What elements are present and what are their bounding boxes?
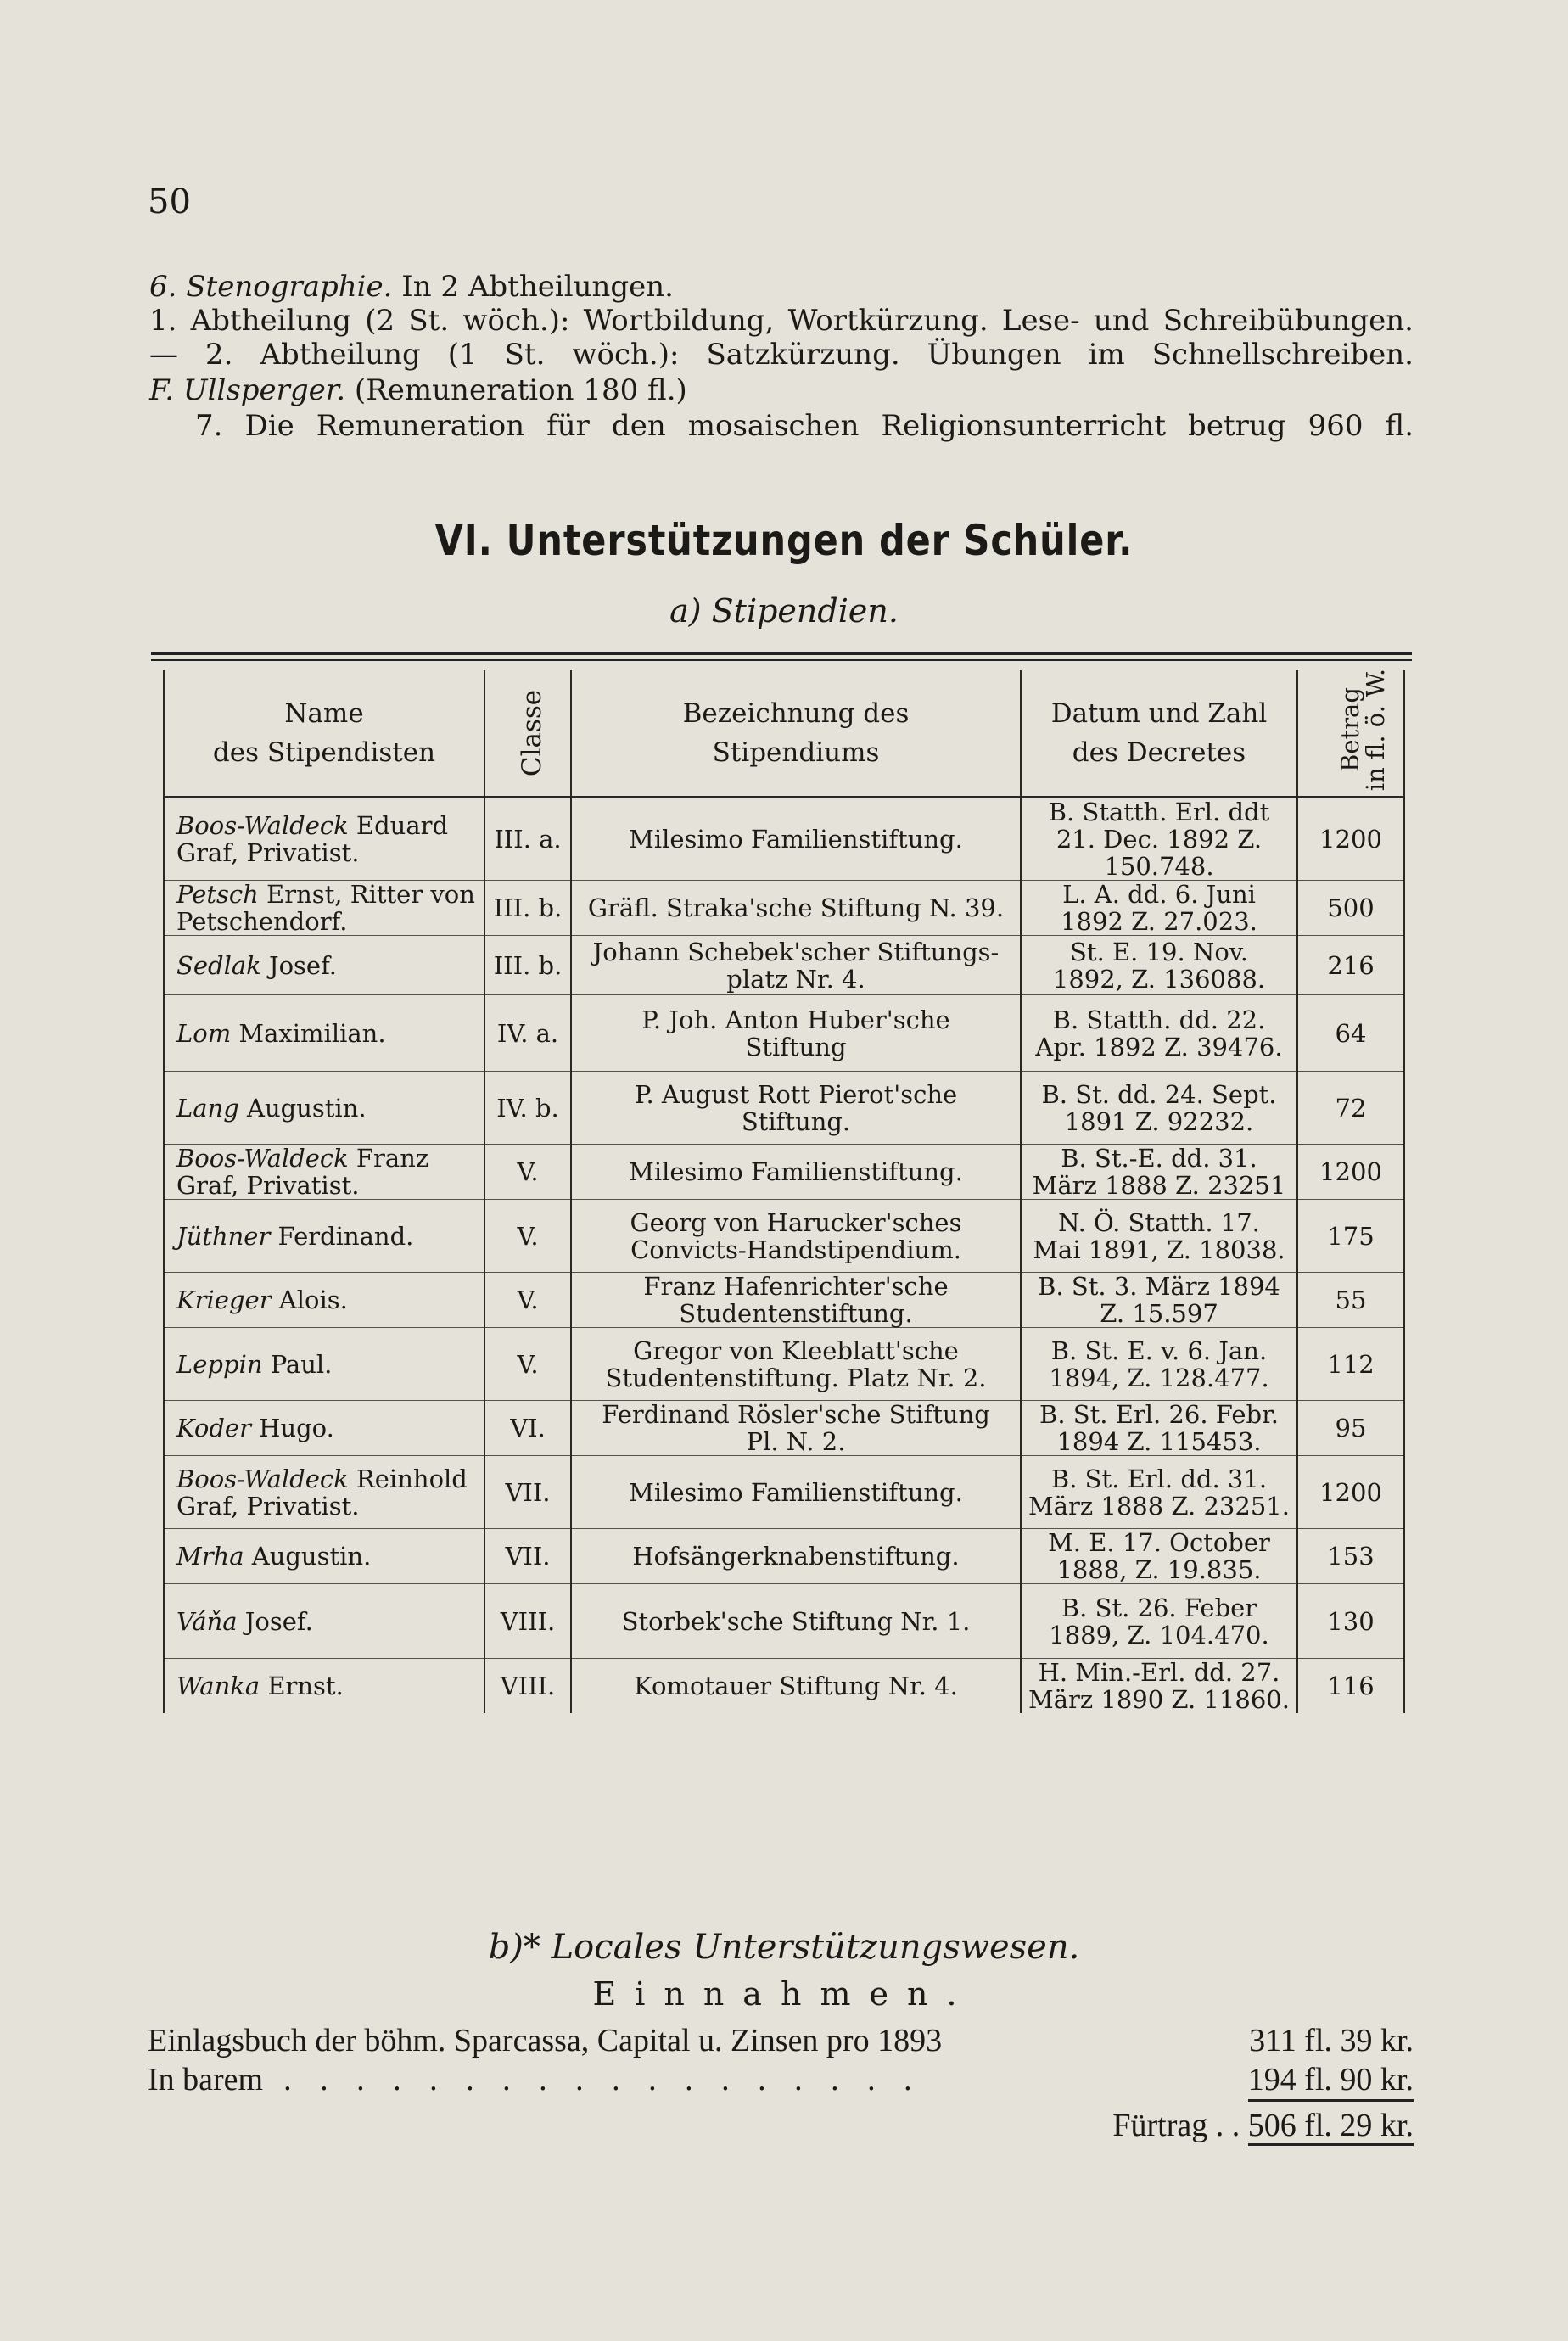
cell-betrag: 1200 — [1297, 1456, 1404, 1529]
cell-given-name: Josef. — [237, 1606, 313, 1636]
cell-betrag: 175 — [1297, 1200, 1404, 1273]
cell-betrag: 72 — [1297, 1072, 1404, 1145]
cell-betrag: 500 — [1297, 881, 1404, 936]
cell-name — [164, 1328, 484, 1401]
cell-classe: VIII. — [484, 1659, 571, 1714]
stenography-line-2: — 2. Abtheilung (1 St. wöch.): Satzkürzung. Übungen im Schnellschreiben. — [149, 338, 1414, 372]
cell-stiftung: Milesimo Familienstiftung. — [571, 1456, 1021, 1529]
cell-surname: Lang — [176, 1093, 239, 1123]
income-barem-dots: . . . . . . . . . . . . . . . . . . — [283, 2062, 922, 2097]
cell-decret: B. St.-E. dd. 31. März 1888 Z. 23251 — [1021, 1145, 1297, 1200]
teacher-remuneration: (Remuneration 180 fl.) — [345, 373, 687, 407]
einnahmen-title: Einnahmen. — [592, 1975, 976, 2013]
cell-decret: N. Ö. Statth. 17. Mai 1891, Z. 18038. — [1021, 1200, 1297, 1273]
cell-surname: Jüthner — [176, 1221, 271, 1251]
cell-name — [164, 995, 484, 1072]
cell-surname: Váňa — [176, 1606, 238, 1636]
cell-stiftung: Komotauer Stiftung Nr. 4. — [571, 1659, 1021, 1714]
cell-given-name: Augustin. — [238, 1093, 367, 1123]
cell-given-name: Reinhold Graf, Privatist. — [176, 1464, 468, 1521]
cell-stiftung: Franz Hafenrichter'sche Studentenstiftung. — [571, 1273, 1021, 1328]
cell-classe: III. a. — [484, 798, 571, 881]
cell-decret: St. E. 19. Nov. 1892, Z. 136088. — [1021, 936, 1297, 995]
cell-name — [164, 1273, 484, 1328]
cell-surname: Sedlak — [176, 950, 261, 980]
header-name: Name des Stipendisten — [164, 670, 484, 798]
cell-betrag: 95 — [1297, 1401, 1404, 1456]
cell-betrag: 55 — [1297, 1273, 1404, 1328]
income-barem-label-group — [148, 2060, 922, 2099]
cell-classe: V. — [484, 1145, 571, 1200]
cell-given-name: Hugo. — [250, 1414, 334, 1442]
cell-name — [164, 798, 484, 881]
header-classe-text: Classe — [517, 689, 548, 777]
cell-given-name: Maximilian. — [231, 1018, 386, 1048]
table-row — [164, 1529, 1404, 1584]
cell-surname: Boos-Waldeck — [176, 1464, 349, 1493]
stenography-line-1: 1. Abtheilung (2 St. wöch.): Wortbildung, Wortkürzung. Lese- und Schreibübungen. — [149, 304, 1414, 338]
cell-betrag: 1200 — [1297, 798, 1404, 881]
cell-name — [164, 1401, 484, 1456]
table-row — [164, 995, 1404, 1072]
cell-surname: Boos-Waldeck — [176, 811, 349, 840]
cell-stiftung: Ferdinand Rösler'sche Stiftung Pl. N. 2. — [571, 1401, 1021, 1456]
cell-given-name: Alois. — [271, 1285, 348, 1314]
header-betrag-line1: Betrag — [1336, 687, 1365, 772]
cell-given-name: Josef. — [260, 950, 337, 980]
cell-surname: Leppin — [176, 1349, 263, 1379]
stipend-table-body — [164, 798, 1404, 1714]
table-row — [164, 1200, 1404, 1273]
cell-name — [164, 1456, 484, 1529]
cell-betrag: 153 — [1297, 1529, 1404, 1584]
cell-betrag: 130 — [1297, 1584, 1404, 1659]
cell-name — [164, 1659, 484, 1714]
table-row — [164, 881, 1404, 936]
table-row — [164, 1273, 1404, 1328]
cell-surname: Wanka — [176, 1672, 260, 1700]
cell-betrag: 116 — [1297, 1659, 1404, 1714]
cell-name — [164, 1145, 484, 1200]
cell-name — [164, 936, 484, 995]
header-classe — [484, 670, 571, 798]
cell-classe: V. — [484, 1200, 571, 1273]
income-fuertrag-group — [1112, 2106, 1414, 2145]
table-row — [164, 1584, 1404, 1659]
cell-stiftung: Gräfl. Straka'sche Stiftung N. 39. — [571, 881, 1021, 936]
stenography-teacher — [149, 373, 1414, 407]
cell-betrag: 1200 — [1297, 1145, 1404, 1200]
income-fuertrag-label: Fürtrag . . — [1112, 2108, 1240, 2143]
cell-given-name: Ferdinand. — [270, 1221, 414, 1251]
header-datum: Datum und Zahl des Decretes — [1021, 670, 1297, 798]
cell-betrag: 64 — [1297, 995, 1404, 1072]
cell-classe: IV. b. — [484, 1072, 571, 1145]
income-barem-label: In barem — [148, 2062, 264, 2097]
cell-stiftung: P. August Rott Pierot'sche Stiftung. — [571, 1072, 1021, 1145]
cell-surname: Koder — [176, 1414, 251, 1442]
cell-surname: Krieger — [176, 1285, 272, 1314]
cell-surname: Petsch — [176, 880, 259, 909]
cell-classe: VII. — [484, 1529, 571, 1584]
cell-decret: B. Statth. Erl. ddt 21. Dec. 1892 Z. 150.748. — [1021, 798, 1297, 881]
cell-stiftung: P. Joh. Anton Huber'sche Stiftung — [571, 995, 1021, 1072]
income-fuertrag-amount: 506 fl. 29 kr. — [1248, 2108, 1414, 2146]
table-row — [164, 1145, 1404, 1200]
page-number: 50 — [148, 182, 191, 221]
cell-given-name: Ernst. — [260, 1672, 344, 1700]
stipend-table — [163, 670, 1405, 1713]
table-top-rule — [151, 652, 1412, 655]
cell-classe: V. — [484, 1273, 571, 1328]
cell-classe: V. — [484, 1328, 571, 1401]
cell-given-name: Eduard Graf, Privatist. — [176, 811, 449, 867]
cell-decret: B. St. Erl. dd. 31. März 1888 Z. 23251. — [1021, 1456, 1297, 1529]
cell-decret: B. St. Erl. 26. Febr. 1894 Z. 115453. — [1021, 1401, 1297, 1456]
table-row — [164, 1456, 1404, 1529]
cell-decret: L. A. dd. 6. Juni 1892 Z. 27.023. — [1021, 881, 1297, 936]
cell-classe: VIII. — [484, 1584, 571, 1659]
table-row — [164, 1401, 1404, 1456]
cell-given-name: Franz Graf, Privatist. — [176, 1144, 429, 1200]
cell-betrag: 112 — [1297, 1328, 1404, 1401]
cell-given-name: Ernst, Ritter von Petschendorf. — [176, 880, 475, 936]
table-row — [164, 1072, 1404, 1145]
teacher-name: F. Ullsperger. — [149, 373, 346, 407]
cell-decret: B. St. E. v. 6. Jan. 1894, Z. 128.477. — [1021, 1328, 1297, 1401]
income-sparcassa-line — [148, 2021, 1414, 2060]
cell-name — [164, 881, 484, 936]
cell-stiftung: Johann Schebek'scher Stiftungs- platz Nr. 4. — [571, 936, 1021, 995]
cell-classe: IV. a. — [484, 995, 571, 1072]
cell-decret: B. St. 3. März 1894 Z. 15.597 — [1021, 1273, 1297, 1328]
cell-name — [164, 1529, 484, 1584]
cell-stiftung: Storbek'sche Stiftung Nr. 1. — [571, 1584, 1021, 1659]
cell-stiftung: Hofsängerknabenstiftung. — [571, 1529, 1021, 1584]
stenography-heading-italic: 6. Stenographie. — [149, 270, 393, 304]
cell-surname: Mrha — [176, 1542, 244, 1571]
table-row — [164, 1328, 1404, 1401]
subsection-b-title: b)* Locales Unterstützungswesen. — [488, 1928, 1080, 1967]
cell-stiftung: Georg von Harucker'sches Convicts-Handstipendium. — [571, 1200, 1021, 1273]
table-row — [164, 1659, 1404, 1714]
cell-name — [164, 1200, 484, 1273]
header-bezeichnung: Bezeichnung des Stipendiums — [571, 670, 1021, 798]
stenography-heading-rest: In 2 Abtheilungen. — [392, 270, 674, 304]
table-row — [164, 798, 1404, 881]
cell-decret: H. Min.-Erl. dd. 27. März 1890 Z. 11860. — [1021, 1659, 1297, 1714]
header-betrag — [1297, 670, 1404, 798]
table-row — [164, 936, 1404, 995]
cell-classe: VII. — [484, 1456, 571, 1529]
income-fuertrag-line — [148, 2106, 1414, 2145]
header-betrag-text — [1336, 668, 1391, 792]
cell-decret: B. St. dd. 24. Sept. 1891 Z. 92232. — [1021, 1072, 1297, 1145]
cell-decret: M. E. 17. October 1888, Z. 19.835. — [1021, 1529, 1297, 1584]
cell-given-name: Augustin. — [244, 1542, 372, 1571]
cell-name — [164, 1584, 484, 1659]
table-header-row — [164, 670, 1404, 798]
cell-stiftung: Milesimo Familienstiftung. — [571, 798, 1021, 881]
cell-name — [164, 1072, 484, 1145]
cell-classe: III. b. — [484, 936, 571, 995]
cell-surname: Lom — [176, 1018, 232, 1048]
cell-classe: VI. — [484, 1401, 571, 1456]
cell-surname: Boos-Waldeck — [176, 1144, 349, 1173]
cell-decret: B. St. 26. Feber 1889, Z. 104.470. — [1021, 1584, 1297, 1659]
cell-stiftung: Gregor von Kleeblatt'sche Studentenstiftung. Platz Nr. 2. — [571, 1328, 1021, 1401]
income-sparcassa-label: Einlagsbuch der böhm. Sparcassa, Capital u. Zinsen pro 1893 — [148, 2023, 943, 2058]
stenography-heading — [149, 270, 1414, 304]
subsection-a-title: a) Stipendien. — [669, 592, 899, 630]
cell-stiftung: Milesimo Familienstiftung. — [571, 1145, 1021, 1200]
income-sparcassa-amount: 311 fl. 39 kr. — [1249, 2023, 1414, 2058]
cell-classe: III. b. — [484, 881, 571, 936]
cell-given-name: Paul. — [262, 1349, 333, 1379]
cell-decret: B. Statth. dd. 22. Apr. 1892 Z. 39476. — [1021, 995, 1297, 1072]
cell-betrag: 216 — [1297, 936, 1404, 995]
income-barem-amount: 194 fl. 90 kr. — [1248, 2060, 1414, 2102]
table-top-rule-thin — [151, 659, 1412, 661]
income-barem-line — [148, 2060, 1414, 2102]
section-title: VI. Unterstützungen der Schüler. — [434, 516, 1134, 565]
header-betrag-line2: in fl. ö. W. — [1361, 668, 1391, 792]
religion-remuneration-line: 7. Die Remuneration für den mosaischen Religionsunterricht betrug 960 fl. — [195, 409, 1414, 443]
